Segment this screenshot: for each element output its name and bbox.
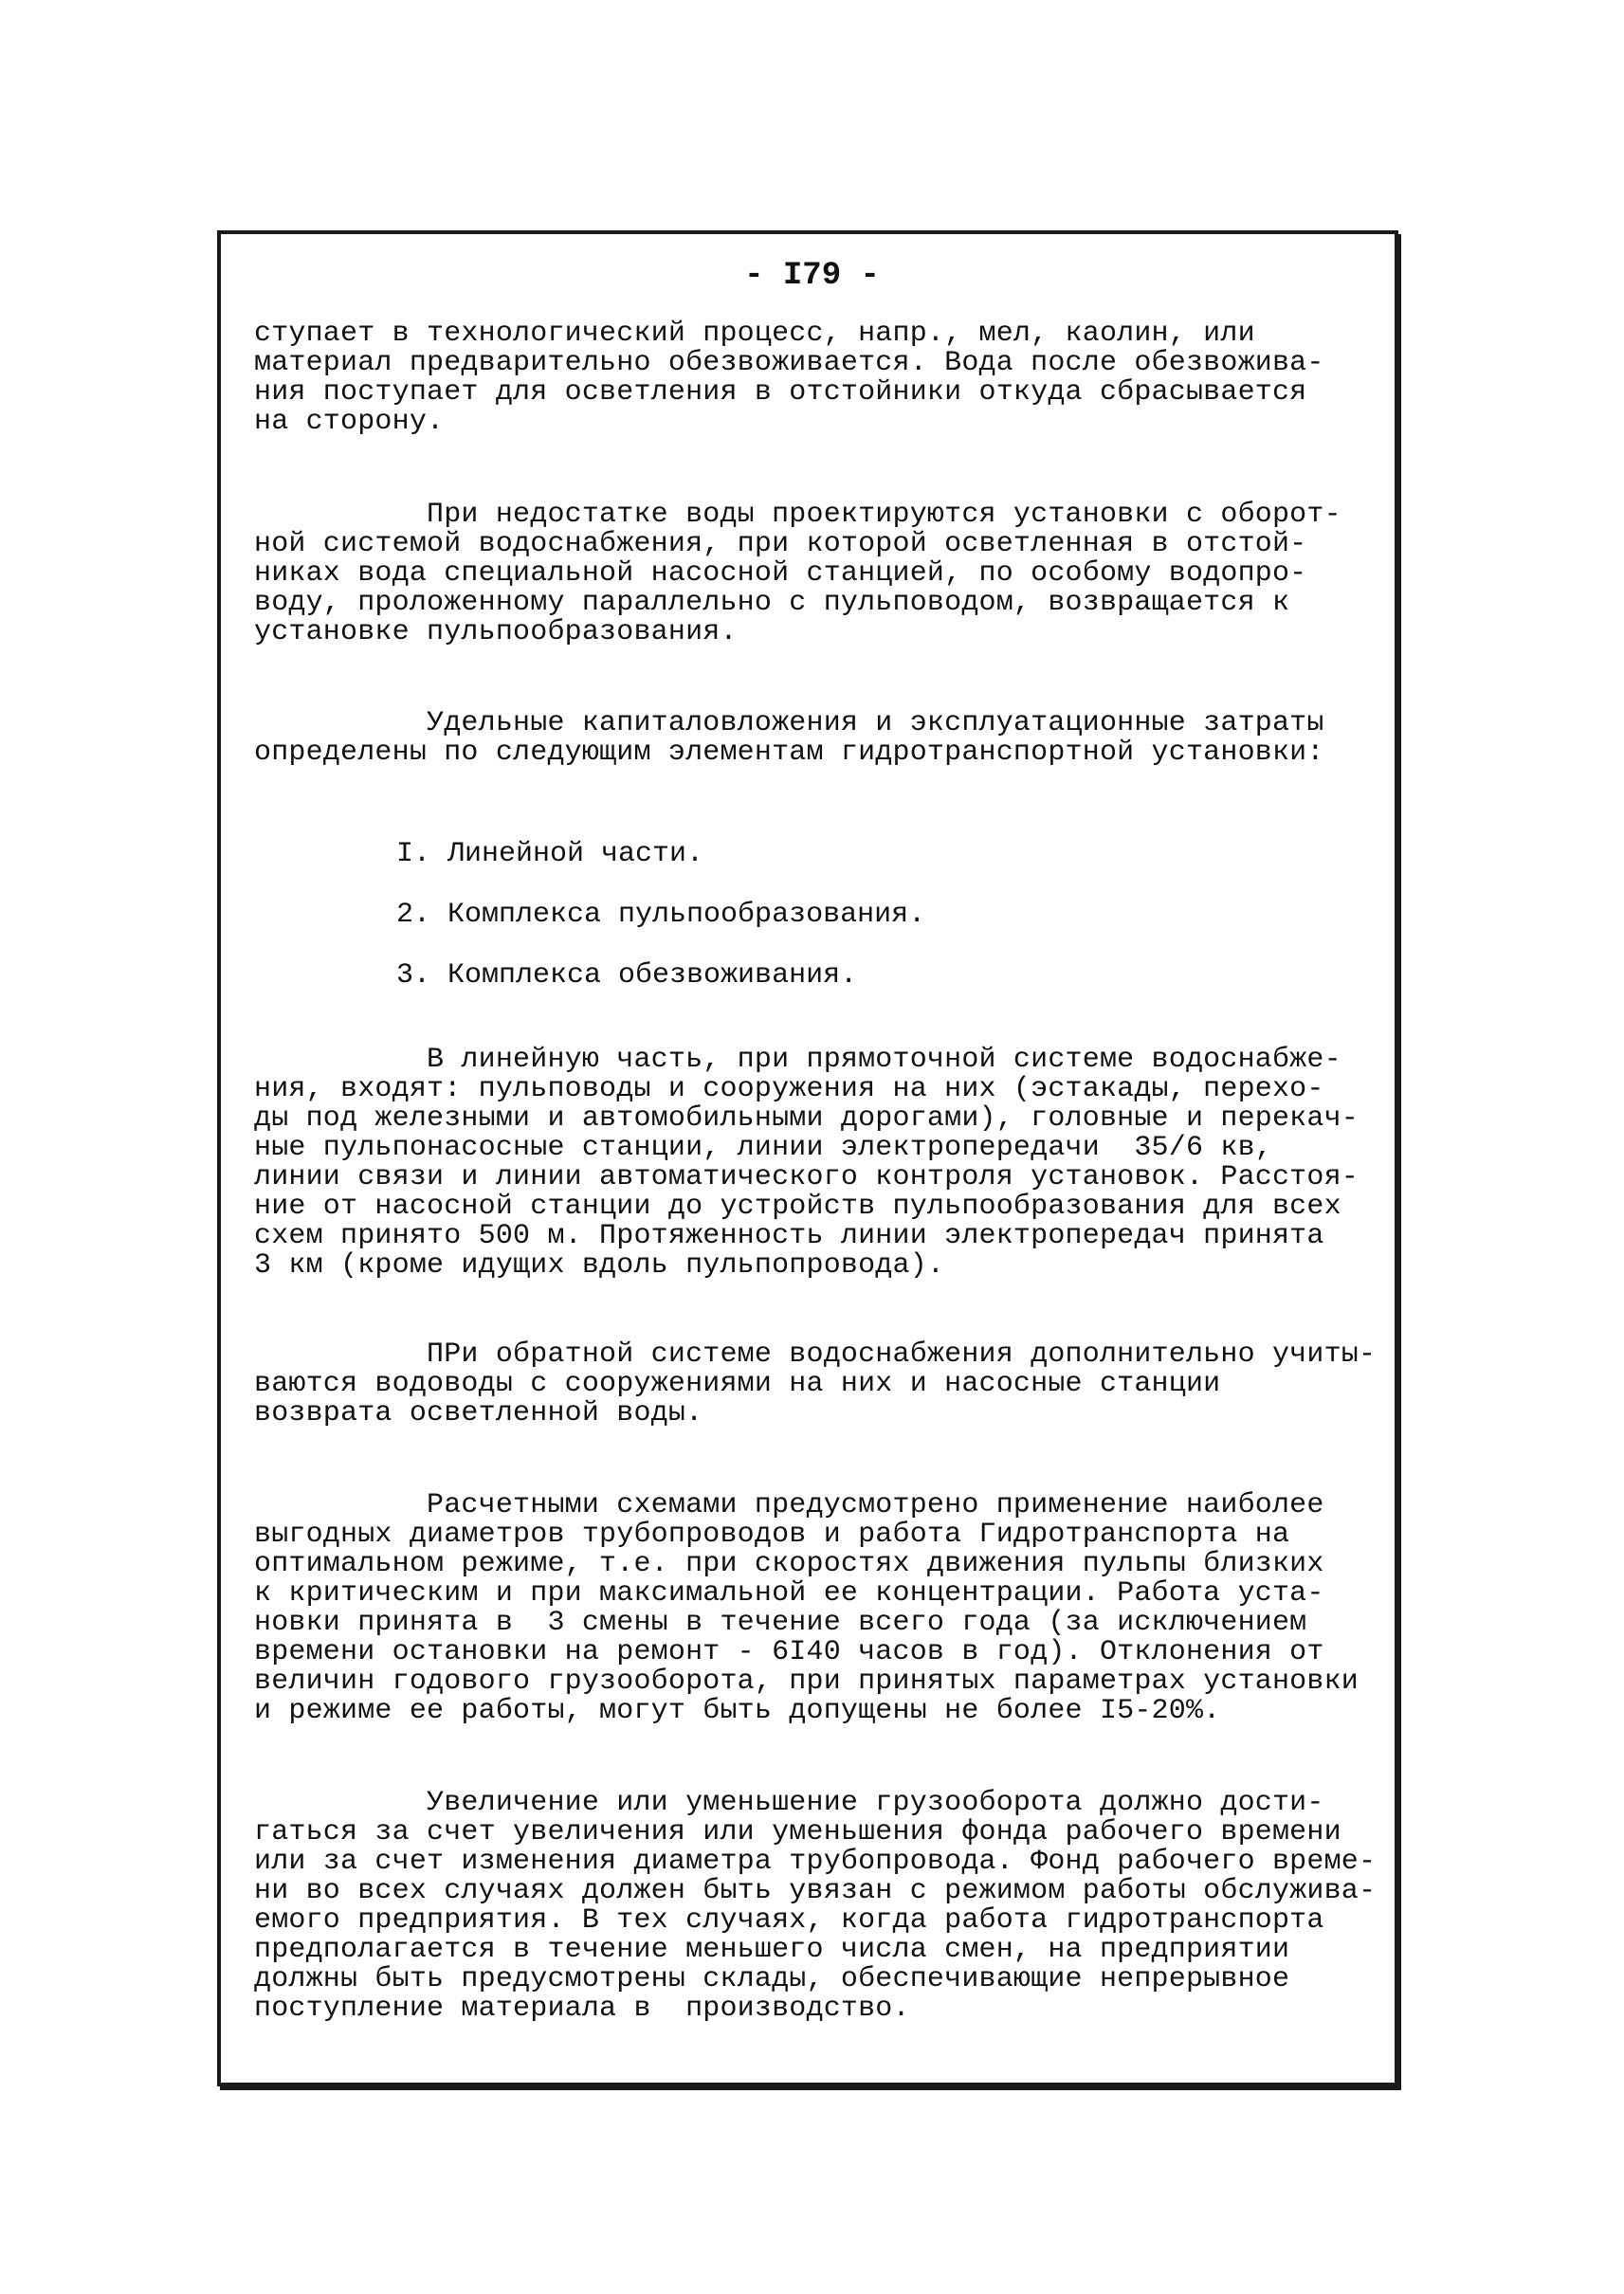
text-line: 3 км (кроме идущих вдоль пульпопровода). (254, 1249, 945, 1282)
text-line: оптимальном режиме, т.е. при скоростях движения пульпы близких (254, 1548, 1324, 1580)
text-line: линии связи и линии автоматического контроля установок. Расстоя- (254, 1161, 1359, 1193)
text-line: новки принята в 3 смены в течение всего года (за исключением (254, 1607, 1307, 1639)
paragraph-6 (254, 1491, 1392, 1726)
list-item: 3. Комплекса обезвоживания. (396, 959, 858, 992)
text-line: схем принято 500 м. Протяженность линии электропередач принята (254, 1220, 1324, 1252)
text-line: никах вода специальной насосной станцией, по особому водопро- (254, 557, 1307, 590)
text-line: ды под железными и автомобильными дорогами), головные и перекач- (254, 1102, 1359, 1135)
text-line: установке пульпообразования. (254, 616, 738, 648)
text-line: ние от насосной станции до устройств пульпообразования для всех (254, 1191, 1341, 1223)
text-line: поступление материала в производство. (254, 1993, 910, 2025)
text-line: ваются водоводы с сооружениями на них и насосные станции (254, 1368, 1221, 1400)
text-line: гаться за счет увеличения или уменьшения фонда рабочего времени (254, 1816, 1341, 1848)
text-line: возврата осветленной воды. (254, 1397, 703, 1429)
paragraph-4 (254, 1046, 1392, 1281)
list-item: I. Линейной части. (396, 838, 704, 870)
paragraph-7 (254, 1789, 1392, 2024)
text-line: ния, входят: пульповоды и сооружения на них (эстакады, перехо- (254, 1073, 1324, 1105)
text-line: определены по следующим элементам гидротранспортной установки: (254, 737, 1324, 769)
text-line: В линейную часть, при прямоточной системе водоснабже- (254, 1044, 1341, 1076)
list-item: 2. Комплекса пульпообразования. (396, 899, 926, 931)
paragraph-3 (254, 709, 1392, 768)
page-number: - I79 - (744, 258, 880, 294)
text-line: Расчетными схемами предусмотрено применение наиболее (254, 1489, 1324, 1521)
text-line: ные пульпонасосные станции, линии электропередачи 35/6 кв, (254, 1132, 1272, 1164)
paragraph-2 (254, 501, 1392, 647)
text-line: на сторону. (254, 406, 445, 438)
text-line: должны быть предусмотрены склады, обеспечивающие непрерывное (254, 1963, 1290, 1995)
text-line: выгодных диаметров трубопроводов и работа Гидротранспорта на (254, 1519, 1290, 1551)
text-line: Удельные капиталовложения и эксплуатационные затраты (254, 707, 1324, 739)
text-line: воду, проложенному параллельно с пульповодом, возвращается к (254, 587, 1290, 619)
text-line: или за счет изменения диаметра трубопровода. Фонд рабочего време- (254, 1846, 1377, 1878)
text-line: Увеличение или уменьшение грузооборота должно дости- (254, 1787, 1324, 1819)
text-line: При недостатке воды проектируются установки с оборот- (254, 499, 1341, 531)
text-line: и режиме ее работы, могут быть допущены не более I5-20%. (254, 1695, 1221, 1727)
text-line: ПРи обратной системе водоснабжения дополнительно учиты- (254, 1338, 1377, 1371)
text-line: ступает в технологический процесс, напр., мел, каолин, или (254, 318, 1255, 350)
text-line: емого предприятия. В тех случаях, когда работа гидротранспорта (254, 1904, 1324, 1937)
text-line: времени остановки на ремонт - 6I40 часов в год). Отклонения от (254, 1636, 1324, 1668)
text-line: ни во всех случаях должен быть увязан с режимом работы обслужива- (254, 1875, 1377, 1907)
paragraph-1 (254, 319, 1392, 437)
text-line: ния поступает для осветления в отстойники откуда сбрасывается (254, 376, 1307, 409)
text-line: к критическим и при максимальной ее концентрации. Работа уста- (254, 1577, 1324, 1610)
paragraph-5 (254, 1340, 1392, 1429)
text-line: ной системой водоснабжения, при которой осветленная в отстой- (254, 528, 1307, 560)
text-line: величин годового грузооборота, при принятых параметрах установки (254, 1666, 1359, 1698)
text-line: предполагается в течение меньшего числа смен, на предприятии (254, 1934, 1290, 1966)
text-line: материал предварительно обезвоживается. Вода после обезвожива- (254, 347, 1324, 379)
